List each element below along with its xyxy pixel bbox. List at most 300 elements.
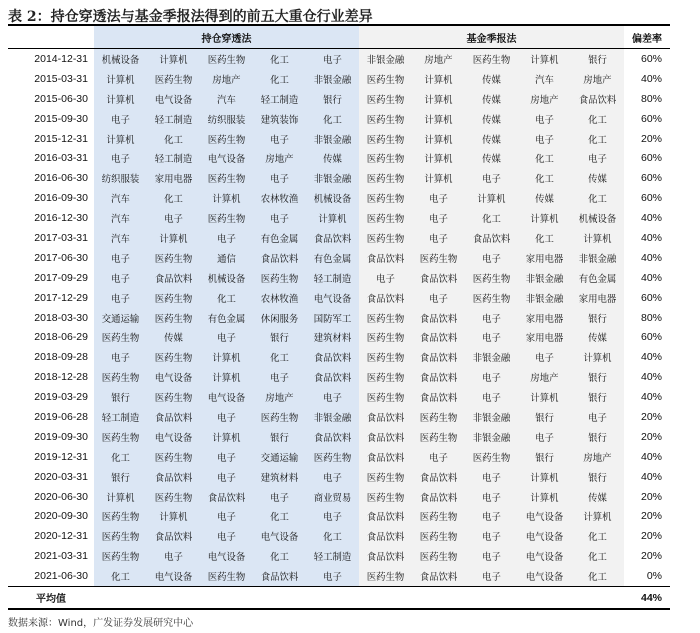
hold-industry-cell: 计算机 xyxy=(200,347,253,367)
fund-industry-cell: 电子 xyxy=(465,467,518,487)
hold-industry-cell: 食品饮料 xyxy=(306,228,359,248)
hold-industry-cell: 电气设备 xyxy=(200,546,253,566)
hold-industry-cell: 医药生物 xyxy=(147,288,200,308)
hold-industry-cell: 电子 xyxy=(200,506,253,526)
hold-industry-cell: 汽车 xyxy=(94,228,147,248)
hold-industry-cell: 食品饮料 xyxy=(253,566,306,586)
row-date: 2018-12-28 xyxy=(34,371,88,384)
fund-industry-cell: 非银金融 xyxy=(571,248,624,268)
hold-industry-cell: 化工 xyxy=(94,566,147,586)
fund-industry-cell: 计算机 xyxy=(412,148,465,168)
fund-industry-cell: 食品饮料 xyxy=(412,487,465,507)
fund-industry-cell: 医药生物 xyxy=(359,228,412,248)
fund-industry-cell: 计算机 xyxy=(412,69,465,89)
hold-industry-cell: 农林牧渔 xyxy=(253,188,306,208)
row-date: 2014-12-31 xyxy=(34,52,88,65)
fund-industry-cell: 医药生物 xyxy=(359,467,412,487)
hold-industry-cell: 化工 xyxy=(147,129,200,149)
fund-industry-cell: 传媒 xyxy=(518,188,571,208)
fund-industry-cell: 银行 xyxy=(571,367,624,387)
hold-industry-cell: 纺织服装 xyxy=(94,168,147,188)
fund-industry-cell: 银行 xyxy=(571,49,624,69)
table-row xyxy=(8,49,670,69)
fund-industry-cell: 电子 xyxy=(359,268,412,288)
row-date: 2015-06-30 xyxy=(34,92,88,105)
row-diff-pct: 40% xyxy=(640,212,662,225)
row-diff-pct: 60% xyxy=(640,52,662,65)
row-diff-pct: 40% xyxy=(640,351,662,364)
header-diff: 偏差率 xyxy=(624,25,670,49)
hold-industry-cell: 医药生物 xyxy=(200,129,253,149)
hold-industry-cell: 电子 xyxy=(253,487,306,507)
fund-industry-cell: 机械设备 xyxy=(571,208,624,228)
hold-industry-cell: 食品饮料 xyxy=(306,427,359,447)
hold-industry-cell: 计算机 xyxy=(306,208,359,228)
fund-industry-cell: 医药生物 xyxy=(465,49,518,69)
hold-industry-cell: 计算机 xyxy=(94,487,147,507)
fund-industry-cell: 银行 xyxy=(518,407,571,427)
fund-industry-cell: 电子 xyxy=(518,109,571,129)
hold-industry-cell: 通信 xyxy=(200,248,253,268)
hold-industry-cell: 电子 xyxy=(306,467,359,487)
row-date: 2020-12-31 xyxy=(34,530,88,543)
fund-industry-cell: 食品饮料 xyxy=(359,506,412,526)
hold-industry-cell: 电子 xyxy=(200,526,253,546)
row-diff-pct: 0% xyxy=(646,570,662,583)
table-title: 表 2：持仓穿透法与基金季报法得到的前五大重仓行业差异 xyxy=(8,9,373,25)
hold-industry-cell: 计算机 xyxy=(94,89,147,109)
fund-industry-cell: 医药生物 xyxy=(465,268,518,288)
row-date: 2018-03-30 xyxy=(34,311,88,324)
hold-industry-cell: 化工 xyxy=(94,447,147,467)
header-date xyxy=(8,25,94,49)
hold-industry-cell: 电气设备 xyxy=(147,566,200,586)
hold-industry-cell: 银行 xyxy=(253,427,306,447)
fund-industry-cell: 化工 xyxy=(571,129,624,149)
hold-industry-cell: 计算机 xyxy=(147,228,200,248)
fund-industry-cell: 电子 xyxy=(412,228,465,248)
hold-industry-cell: 银行 xyxy=(253,327,306,347)
row-diff-pct: 20% xyxy=(640,530,662,543)
hold-industry-cell: 电子 xyxy=(253,129,306,149)
hold-industry-cell: 医药生物 xyxy=(94,427,147,447)
fund-industry-cell: 医药生物 xyxy=(359,387,412,407)
fund-industry-cell: 计算机 xyxy=(571,347,624,367)
fund-industry-cell: 医药生物 xyxy=(412,407,465,427)
fund-industry-cell: 食品饮料 xyxy=(412,268,465,288)
row-diff-pct: 60% xyxy=(640,291,662,304)
fund-industry-cell: 非银金融 xyxy=(465,347,518,367)
table-row xyxy=(8,248,670,268)
hold-industry-cell: 医药生物 xyxy=(94,367,147,387)
fund-industry-cell: 计算机 xyxy=(571,228,624,248)
fund-industry-cell: 房地产 xyxy=(518,89,571,109)
fund-industry-cell: 电气设备 xyxy=(518,566,571,586)
hold-industry-cell: 医药生物 xyxy=(147,308,200,328)
fund-industry-cell: 计算机 xyxy=(518,208,571,228)
hold-industry-cell: 计算机 xyxy=(200,188,253,208)
fund-industry-cell: 医药生物 xyxy=(359,129,412,149)
row-diff-pct: 80% xyxy=(640,311,662,324)
fund-industry-cell: 医药生物 xyxy=(465,447,518,467)
fund-industry-cell: 化工 xyxy=(571,109,624,129)
row-diff-pct: 20% xyxy=(640,550,662,563)
fund-industry-cell: 电子 xyxy=(465,327,518,347)
fund-industry-cell: 电气设备 xyxy=(518,546,571,566)
row-diff-pct: 40% xyxy=(640,72,662,85)
hold-industry-cell: 电子 xyxy=(200,467,253,487)
fund-industry-cell: 电子 xyxy=(571,148,624,168)
hold-industry-cell: 轻工制造 xyxy=(94,407,147,427)
fund-industry-cell: 电子 xyxy=(465,248,518,268)
hold-industry-cell: 轻工制造 xyxy=(147,148,200,168)
row-date: 2019-06-28 xyxy=(34,410,88,423)
hold-industry-cell: 化工 xyxy=(253,69,306,89)
hold-industry-cell: 医药生物 xyxy=(147,248,200,268)
hold-industry-cell: 计算机 xyxy=(200,427,253,447)
fund-industry-cell: 传媒 xyxy=(465,129,518,149)
table-row xyxy=(8,148,670,168)
fund-industry-cell: 医药生物 xyxy=(359,109,412,129)
table-row xyxy=(8,427,670,447)
fund-industry-cell: 食品饮料 xyxy=(412,566,465,586)
hold-industry-cell: 电子 xyxy=(253,168,306,188)
industry-diff-table xyxy=(8,24,670,610)
row-diff-pct: 20% xyxy=(640,132,662,145)
hold-industry-cell: 非银金融 xyxy=(306,129,359,149)
hold-industry-cell: 电子 xyxy=(253,367,306,387)
row-diff-pct: 20% xyxy=(640,510,662,523)
fund-industry-cell: 家用电器 xyxy=(518,327,571,347)
hold-industry-cell: 房地产 xyxy=(253,148,306,168)
table-row xyxy=(8,407,670,427)
hold-industry-cell: 轻工制造 xyxy=(147,109,200,129)
row-diff-pct: 80% xyxy=(640,92,662,105)
fund-industry-cell: 化工 xyxy=(571,188,624,208)
row-date: 2017-12-29 xyxy=(34,291,88,304)
hold-industry-cell: 非银金融 xyxy=(306,407,359,427)
fund-industry-cell: 化工 xyxy=(571,526,624,546)
fund-industry-cell: 电子 xyxy=(412,288,465,308)
row-diff-pct: 60% xyxy=(640,152,662,165)
fund-industry-cell: 医药生物 xyxy=(412,506,465,526)
row-diff-pct: 20% xyxy=(640,490,662,503)
fund-industry-cell: 化工 xyxy=(518,148,571,168)
hold-industry-cell: 家用电器 xyxy=(147,168,200,188)
hold-industry-cell: 建筑装饰 xyxy=(253,109,306,129)
hold-industry-cell: 食品饮料 xyxy=(306,367,359,387)
hold-industry-cell: 电子 xyxy=(200,327,253,347)
table-row xyxy=(8,109,670,129)
hold-industry-cell: 化工 xyxy=(306,526,359,546)
hold-industry-cell: 电气设备 xyxy=(200,387,253,407)
hold-industry-cell: 电气设备 xyxy=(147,367,200,387)
table-row xyxy=(8,347,670,367)
fund-industry-cell: 医药生物 xyxy=(359,327,412,347)
row-date: 2016-12-30 xyxy=(34,212,88,225)
table-row xyxy=(8,69,670,89)
fund-industry-cell: 电子 xyxy=(465,526,518,546)
average-row xyxy=(8,587,670,610)
hold-industry-cell: 医药生物 xyxy=(94,526,147,546)
fund-industry-cell: 电气设备 xyxy=(518,506,571,526)
table-row xyxy=(8,188,670,208)
table-row xyxy=(8,327,670,347)
row-date: 2020-03-31 xyxy=(34,470,88,483)
hold-industry-cell: 农林牧渔 xyxy=(253,288,306,308)
hold-industry-cell: 电气设备 xyxy=(147,427,200,447)
table-row xyxy=(8,467,670,487)
source-note: 数据来源：Wind，广发证券发展研究中心 xyxy=(8,618,194,629)
hold-industry-cell: 房地产 xyxy=(200,69,253,89)
row-date: 2015-09-30 xyxy=(34,112,88,125)
fund-industry-cell: 银行 xyxy=(571,308,624,328)
header-fund: 基金季报法 xyxy=(359,25,624,49)
average-label: 平均值 xyxy=(8,587,94,610)
fund-industry-cell: 食品饮料 xyxy=(359,447,412,467)
fund-industry-cell: 化工 xyxy=(518,228,571,248)
row-date: 2021-06-30 xyxy=(34,570,88,583)
hold-industry-cell: 食品饮料 xyxy=(147,268,200,288)
hold-industry-cell: 计算机 xyxy=(147,49,200,69)
hold-industry-cell: 汽车 xyxy=(200,89,253,109)
fund-industry-cell: 计算机 xyxy=(518,387,571,407)
table-row xyxy=(8,129,670,149)
fund-industry-cell: 食品饮料 xyxy=(412,467,465,487)
hold-industry-cell: 电子 xyxy=(94,288,147,308)
fund-industry-cell: 传媒 xyxy=(465,148,518,168)
hold-industry-cell: 有色金属 xyxy=(253,228,306,248)
table-row xyxy=(8,208,670,228)
hold-industry-cell: 电子 xyxy=(253,208,306,228)
hold-industry-cell: 医药生物 xyxy=(94,327,147,347)
row-diff-pct: 20% xyxy=(640,410,662,423)
hold-industry-cell: 机械设备 xyxy=(306,188,359,208)
row-date: 2015-03-31 xyxy=(34,72,88,85)
fund-industry-cell: 房地产 xyxy=(571,447,624,467)
hold-industry-cell: 电子 xyxy=(306,566,359,586)
row-date: 2017-06-30 xyxy=(34,251,88,264)
hold-industry-cell: 国防军工 xyxy=(306,308,359,328)
table-row xyxy=(8,526,670,546)
hold-industry-cell: 医药生物 xyxy=(147,387,200,407)
hold-industry-cell: 食品饮料 xyxy=(200,487,253,507)
fund-industry-cell: 家用电器 xyxy=(518,248,571,268)
row-date: 2015-12-31 xyxy=(34,132,88,145)
row-diff-pct: 40% xyxy=(640,391,662,404)
fund-industry-cell: 医药生物 xyxy=(359,89,412,109)
fund-industry-cell: 食品饮料 xyxy=(465,228,518,248)
fund-industry-cell: 食品饮料 xyxy=(571,89,624,109)
fund-industry-cell: 传媒 xyxy=(571,327,624,347)
fund-industry-cell: 医药生物 xyxy=(359,487,412,507)
hold-industry-cell: 计算机 xyxy=(147,506,200,526)
fund-industry-cell: 食品饮料 xyxy=(359,546,412,566)
hold-industry-cell: 非银金融 xyxy=(306,168,359,188)
fund-industry-cell: 家用电器 xyxy=(518,308,571,328)
hold-industry-cell: 医药生物 xyxy=(200,566,253,586)
table-row xyxy=(8,268,670,288)
row-diff-pct: 60% xyxy=(640,172,662,185)
table-row xyxy=(8,228,670,248)
row-date: 2016-09-30 xyxy=(34,192,88,205)
hold-industry-cell: 食品饮料 xyxy=(253,248,306,268)
fund-industry-cell: 食品饮料 xyxy=(359,407,412,427)
fund-industry-cell: 化工 xyxy=(571,546,624,566)
hold-industry-cell: 电子 xyxy=(94,109,147,129)
hold-industry-cell: 电气设备 xyxy=(147,89,200,109)
hold-industry-cell: 医药生物 xyxy=(147,347,200,367)
row-diff-pct: 40% xyxy=(640,470,662,483)
fund-industry-cell: 食品饮料 xyxy=(412,327,465,347)
fund-industry-cell: 银行 xyxy=(571,427,624,447)
hold-industry-cell: 银行 xyxy=(94,387,147,407)
table-row xyxy=(8,566,670,586)
table-row xyxy=(8,89,670,109)
hold-industry-cell: 传媒 xyxy=(306,148,359,168)
hold-industry-cell: 电气设备 xyxy=(253,526,306,546)
hold-industry-cell: 计算机 xyxy=(94,129,147,149)
fund-industry-cell: 食品饮料 xyxy=(359,526,412,546)
hold-industry-cell: 电气设备 xyxy=(306,288,359,308)
row-date: 2016-03-31 xyxy=(34,152,88,165)
hold-industry-cell: 医药生物 xyxy=(94,546,147,566)
hold-industry-cell: 医药生物 xyxy=(306,447,359,467)
hold-industry-cell: 电气设备 xyxy=(200,148,253,168)
table-row xyxy=(8,546,670,566)
header-hold: 持仓穿透法 xyxy=(94,25,359,49)
hold-industry-cell: 商业贸易 xyxy=(306,487,359,507)
hold-industry-cell: 医药生物 xyxy=(200,49,253,69)
fund-industry-cell: 医药生物 xyxy=(412,248,465,268)
hold-industry-cell: 汽车 xyxy=(94,188,147,208)
hold-industry-cell: 化工 xyxy=(200,288,253,308)
fund-industry-cell: 电子 xyxy=(518,427,571,447)
fund-industry-cell: 计算机 xyxy=(518,487,571,507)
hold-industry-cell: 有色金属 xyxy=(306,248,359,268)
hold-industry-cell: 化工 xyxy=(147,188,200,208)
hold-industry-cell: 食品饮料 xyxy=(147,467,200,487)
hold-industry-cell: 计算机 xyxy=(94,69,147,89)
row-diff-pct: 60% xyxy=(640,192,662,205)
average-pct: 44% xyxy=(624,587,670,610)
hold-industry-cell: 交通运输 xyxy=(253,447,306,467)
fund-industry-cell: 电子 xyxy=(465,308,518,328)
hold-industry-cell: 房地产 xyxy=(253,387,306,407)
fund-industry-cell: 医药生物 xyxy=(412,526,465,546)
fund-industry-cell: 非银金融 xyxy=(465,427,518,447)
table-row xyxy=(8,387,670,407)
fund-industry-cell: 食品饮料 xyxy=(359,427,412,447)
hold-industry-cell: 电子 xyxy=(306,387,359,407)
hold-industry-cell: 机械设备 xyxy=(200,268,253,288)
fund-industry-cell: 有色金属 xyxy=(571,268,624,288)
fund-industry-cell: 医药生物 xyxy=(465,288,518,308)
fund-industry-cell: 食品饮料 xyxy=(412,308,465,328)
row-date: 2020-09-30 xyxy=(34,510,88,523)
fund-industry-cell: 非银金融 xyxy=(465,407,518,427)
table-row xyxy=(8,288,670,308)
fund-industry-cell: 电子 xyxy=(465,487,518,507)
fund-industry-cell: 银行 xyxy=(571,387,624,407)
fund-industry-cell: 电子 xyxy=(412,208,465,228)
hold-industry-cell: 建筑材料 xyxy=(253,467,306,487)
row-diff-pct: 60% xyxy=(640,331,662,344)
hold-industry-cell: 休闲服务 xyxy=(253,308,306,328)
hold-industry-cell: 医药生物 xyxy=(147,487,200,507)
hold-industry-cell: 纺织服装 xyxy=(200,109,253,129)
hold-industry-cell: 传媒 xyxy=(147,327,200,347)
hold-industry-cell: 电子 xyxy=(147,546,200,566)
fund-industry-cell: 电子 xyxy=(518,347,571,367)
fund-industry-cell: 非银金融 xyxy=(518,268,571,288)
hold-industry-cell: 非银金融 xyxy=(306,69,359,89)
hold-industry-cell: 化工 xyxy=(253,506,306,526)
fund-industry-cell: 银行 xyxy=(518,447,571,467)
hold-industry-cell: 化工 xyxy=(253,546,306,566)
hold-industry-cell: 轻工制造 xyxy=(306,268,359,288)
hold-industry-cell: 食品饮料 xyxy=(147,407,200,427)
hold-industry-cell: 化工 xyxy=(253,49,306,69)
hold-industry-cell: 化工 xyxy=(306,109,359,129)
row-date: 2019-12-31 xyxy=(34,450,88,463)
fund-industry-cell: 计算机 xyxy=(571,506,624,526)
fund-industry-cell: 食品饮料 xyxy=(412,387,465,407)
fund-industry-cell: 电子 xyxy=(412,188,465,208)
header-row xyxy=(8,25,670,49)
hold-industry-cell: 电子 xyxy=(200,228,253,248)
fund-industry-cell: 电子 xyxy=(571,407,624,427)
fund-industry-cell: 计算机 xyxy=(412,109,465,129)
fund-industry-cell: 医药生物 xyxy=(359,148,412,168)
fund-industry-cell: 电气设备 xyxy=(518,526,571,546)
fund-industry-cell: 医药生物 xyxy=(412,546,465,566)
fund-industry-cell: 计算机 xyxy=(465,188,518,208)
hold-industry-cell: 医药生物 xyxy=(147,447,200,467)
fund-industry-cell: 化工 xyxy=(465,208,518,228)
hold-industry-cell: 电子 xyxy=(147,208,200,228)
row-date: 2018-06-29 xyxy=(34,331,88,344)
hold-industry-cell: 电子 xyxy=(200,447,253,467)
hold-industry-cell: 银行 xyxy=(94,467,147,487)
fund-industry-cell: 电子 xyxy=(518,129,571,149)
hold-industry-cell: 化工 xyxy=(253,347,306,367)
hold-industry-cell: 电子 xyxy=(306,506,359,526)
fund-industry-cell: 房地产 xyxy=(571,69,624,89)
fund-industry-cell: 非银金融 xyxy=(518,288,571,308)
fund-industry-cell: 电子 xyxy=(465,168,518,188)
fund-industry-cell: 汽车 xyxy=(518,69,571,89)
hold-industry-cell: 电子 xyxy=(200,407,253,427)
fund-industry-cell: 医药生物 xyxy=(359,566,412,586)
row-diff-pct: 60% xyxy=(640,112,662,125)
fund-industry-cell: 电子 xyxy=(465,546,518,566)
fund-industry-cell: 电子 xyxy=(465,506,518,526)
fund-industry-cell: 传媒 xyxy=(465,109,518,129)
row-date: 2019-03-29 xyxy=(34,391,88,404)
fund-industry-cell: 传媒 xyxy=(571,168,624,188)
fund-industry-cell: 家用电器 xyxy=(571,288,624,308)
fund-industry-cell: 电子 xyxy=(465,387,518,407)
fund-industry-cell: 食品饮料 xyxy=(412,347,465,367)
table-row xyxy=(8,308,670,328)
row-diff-pct: 40% xyxy=(640,371,662,384)
fund-industry-cell: 银行 xyxy=(571,467,624,487)
row-date: 2017-09-29 xyxy=(34,271,88,284)
row-diff-pct: 40% xyxy=(640,450,662,463)
hold-industry-cell: 医药生物 xyxy=(94,506,147,526)
fund-industry-cell: 房地产 xyxy=(518,367,571,387)
